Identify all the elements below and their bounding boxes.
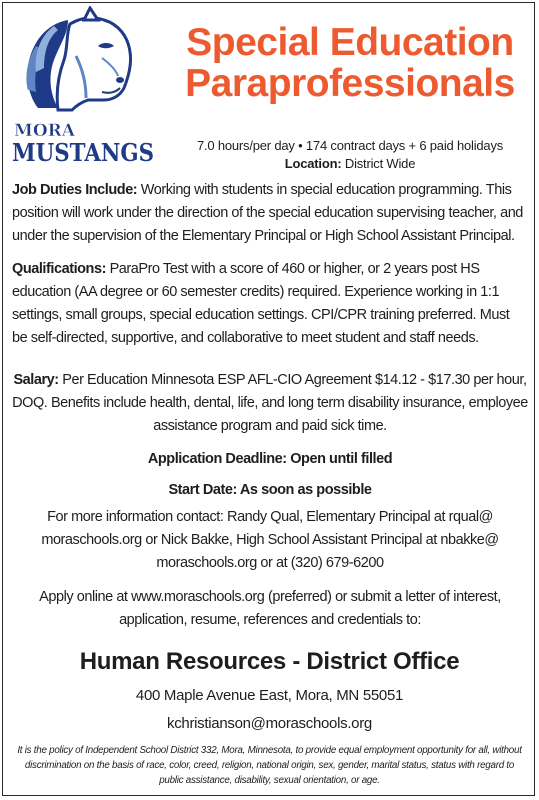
hr-email: kchristianson@moraschools.org [167, 715, 372, 732]
application-deadline [12, 448, 528, 471]
location-value: District Wide [344, 156, 416, 171]
apply-instructions: Apply online at www.moraschools.org (preferred) or submit a letter of interest, application, resume, references and credentials to: [39, 589, 501, 628]
hr-address: 400 Maple Avenue East, Mora, MN 55051 [135, 687, 404, 704]
start-date-text: Start Date: As soon as possible [168, 482, 372, 498]
job-duties [12, 179, 528, 248]
qualifications-label: Qualifications: [12, 261, 106, 277]
salary-label: Salary: [13, 372, 59, 388]
qualifications-text: ParaPro Test with a score of 460 or higher, or 2 years post HS education (AA degree or 60 semester credits) required. Experience working in 1:1 settings, small groups, special education settings. CPI/CPR training preferred. Must be self-directed, supportive, and collaborative to meet student and staff needs. [12, 261, 510, 346]
hours-days: 7.0 hours/per day • 174 contract days + 6 paid holidays [196, 138, 504, 153]
mora-mustangs-logo [6, 6, 158, 164]
qualifications [12, 258, 528, 350]
location [165, 155, 535, 173]
job-summary [165, 137, 535, 173]
logo-mustangs-text: MUSTANGS [12, 138, 154, 164]
hr-title: Human Resources - District Office [79, 648, 460, 675]
start-date [12, 479, 528, 502]
location-label: Location: [284, 156, 342, 171]
title-line-1: Special Education [186, 21, 514, 64]
job-title [165, 22, 535, 104]
equal-opportunity-policy: It is the policy of Independent School District 332, Mora, Minnesota, to provide equal employment opportunity for all, without discrimination on the basis of race, color, creed, religion, national origin, sex, gender, marital status, status with regard to public assistance, disability, sexual orientation, or age. [17, 745, 522, 786]
logo-mora-text: MORA [14, 121, 75, 141]
salary [12, 369, 528, 438]
contact-info: For more information contact: Randy Qual, Elementary Principal at rqual@ moraschools.org or Nick Bakke, High School Assistant Principal at nbakke@ moraschools.org or at (320) 679-6200 [41, 509, 499, 571]
title-line-2: Paraprofessionals [185, 62, 515, 105]
salary-text: Per Education Minnesota ESP AFL-CIO Agreement $14.12 - $17.30 per hour, DOQ. Benefits include health, dental, life, and long term disability insurance, employee assistance program and paid sick time. [12, 372, 528, 434]
deadline-text: Application Deadline: Open until filled [147, 451, 393, 467]
job-duties-text: Working with students in special education programming. This position will work under the direction of the special education supervising teacher, and under the supervision of the Elementary Principal or High School Assistant Principal. [12, 182, 523, 244]
job-duties-label: Job Duties Include: [12, 182, 138, 198]
